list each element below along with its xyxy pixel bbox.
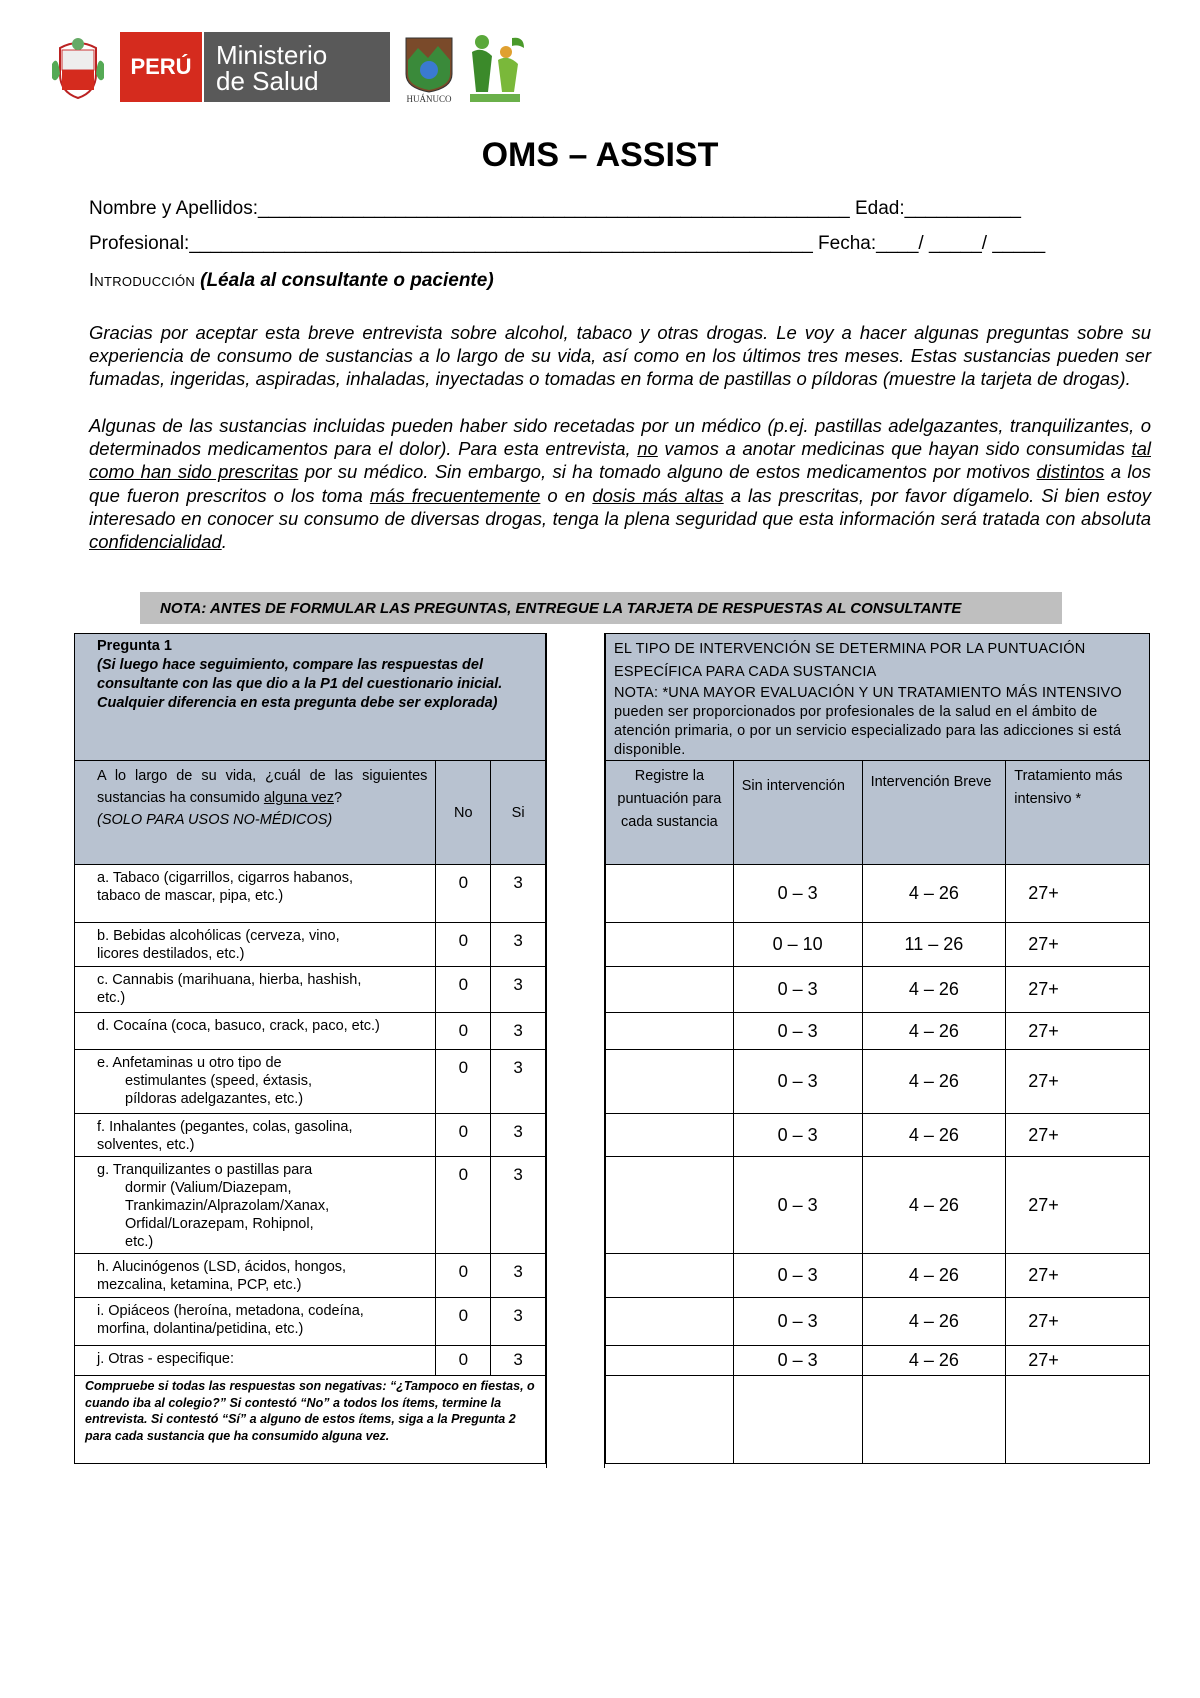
col-si-header: Si bbox=[491, 761, 546, 865]
answer-no-cell[interactable]: 0 bbox=[436, 1157, 491, 1254]
score-input-cell[interactable] bbox=[606, 865, 734, 923]
table-row: 0 – 3 4 – 26 27+ bbox=[606, 1298, 1150, 1346]
table-row: 0 – 3 4 – 26 27+ bbox=[606, 1346, 1150, 1376]
table-row: j. Otras - especifique: 0 3 bbox=[75, 1346, 546, 1376]
score-input-cell[interactable] bbox=[606, 1254, 734, 1298]
table-row: i. Opiáceos (heroína, metadona, codeína, morfina, dolantina/petidina, etc.) 0 3 bbox=[75, 1298, 546, 1346]
table-row: 0 – 3 4 – 26 27+ bbox=[606, 1157, 1150, 1254]
col-sin-intervencion: Sin intervención bbox=[733, 761, 862, 865]
answer-no-cell[interactable]: 0 bbox=[436, 1050, 491, 1114]
diresa-logo bbox=[462, 32, 528, 104]
intro-paragraph-1: Gracias por aceptar esta breve entrevista sobre alcohol, tabaco y otras drogas. Le voy a hacer algunas preguntas sobre su experiencia de consumo de sustancias a lo largo de su vida, así como en los últimos tres meses. Estas sustancias pueden ser fumadas, ingeridas, aspiradas, inhaladas, inyectadas o tomadas en forma de pastillas o píldoras (muestre la tarjeta de drogas). bbox=[89, 322, 1151, 390]
table-row: 0 – 3 4 – 26 27+ bbox=[606, 1050, 1150, 1114]
ministry-line2: de Salud bbox=[216, 66, 319, 96]
score-input-cell[interactable] bbox=[606, 1157, 734, 1254]
table-row: a. Tabaco (cigarrillos, cigarros habanos, tabaco de mascar, pipa, etc.) 0 3 bbox=[75, 865, 546, 923]
score-input-cell[interactable] bbox=[606, 1298, 734, 1346]
score-input-cell[interactable] bbox=[606, 1114, 734, 1157]
answer-no-cell[interactable]: 0 bbox=[436, 923, 491, 967]
table-row: 0 – 3 4 – 26 27+ bbox=[606, 967, 1150, 1013]
peru-logo: PERÚ bbox=[120, 32, 202, 102]
name-age-field-line[interactable]: Nombre y Apellidos:________________________________________________________ Edad:___________ bbox=[89, 198, 1021, 219]
table-row: 0 – 3 4 – 26 27+ bbox=[606, 865, 1150, 923]
intervention-header bbox=[606, 634, 1150, 761]
answer-si-cell[interactable]: 3 bbox=[491, 923, 546, 967]
score-input-cell[interactable] bbox=[606, 923, 734, 967]
regional-logo-text: HUÁNUCO bbox=[406, 94, 452, 104]
footnote: Compruebe si todas las respuestas son negativas: “¿Tampoco en fiestas, o cuando iba al colegio?” Si contestó “No” a todos los ítems, termine la entrevista. Si contestó “Sí” a alguno de estos ítems, siga a la Pregunta 2 para cada sustancia que ha consumido alguna vez. bbox=[75, 1376, 546, 1464]
table-gap-column bbox=[546, 633, 605, 1468]
table-row: 0 – 10 11 – 26 27+ bbox=[606, 923, 1150, 967]
table-row: 0 – 3 4 – 26 27+ bbox=[606, 1254, 1150, 1298]
answer-no-cell[interactable]: 0 bbox=[436, 865, 491, 923]
answer-no-cell[interactable]: 0 bbox=[436, 1254, 491, 1298]
question-1-header bbox=[75, 634, 546, 761]
nota-banner: NOTA: ANTES DE FORMULAR LAS PREGUNTAS, ENTREGUE LA TARJETA DE RESPUESTAS AL CONSULTANTE bbox=[140, 592, 1062, 624]
page-title: OMS – ASSIST bbox=[481, 136, 719, 174]
answer-si-cell[interactable]: 3 bbox=[491, 865, 546, 923]
answer-no-cell[interactable]: 0 bbox=[436, 967, 491, 1013]
table-row: d. Cocaína (coca, basuco, crack, paco, etc.) 0 3 bbox=[75, 1013, 546, 1050]
answer-si-cell[interactable]: 3 bbox=[491, 1157, 546, 1254]
table-row: h. Alucinógenos (LSD, ácidos, hongos, mezcalina, ketamina, PCP, etc.) 0 3 bbox=[75, 1254, 546, 1298]
intro-heading-label: Introducción bbox=[89, 270, 196, 290]
col-tratamiento-intensivo: Tratamiento más intensivo * bbox=[1006, 761, 1150, 865]
col-intervencion-breve: Intervención Breve bbox=[862, 761, 1006, 865]
peru-coat-of-arms-icon bbox=[52, 34, 104, 100]
answer-si-cell[interactable]: 3 bbox=[491, 1298, 546, 1346]
question-1-title: Pregunta 1 bbox=[97, 638, 172, 654]
answer-si-cell[interactable]: 3 bbox=[491, 1050, 546, 1114]
table-row bbox=[606, 1376, 1150, 1464]
answer-si-cell[interactable]: 3 bbox=[491, 1013, 546, 1050]
intro-paragraph-2: Algunas de las sustancias incluidas pueden haber sido recetadas por un médico (p.ej. pastillas adelgazantes, tranquilizantes, o determinados medicamentos para el dolor). Para esta entrevista, no vamos a anotar medicinas que hayan sido consumidas tal como han sido prescritas por su médico. Sin embargo, si ha tomado alguno de estos medicamentos por motivos distintos a los que fueron prescritos o los toma más frecuentemente o en dosis más altas a las prescritas, por favor dígamelo. Si bien estoy interesado en conocer su consumo de diversas drogas, tenga la plena seguridad que esta información será tratada con absoluta confidencialidad. bbox=[89, 415, 1152, 553]
intervention-header-title: EL TIPO DE INTERVENCIÓN SE DETERMINA POR LA PUNTUACIÓN ESPECÍFICA PARA CADA SUSTANCIA bbox=[614, 641, 1086, 680]
question-1-note: (Si luego hace seguimiento, compare las respuestas del consultante con las que dio a la P1 del cuestionario inicial. Cualquier diferencia en esta pregunta debe ser explorada) bbox=[97, 657, 503, 711]
answer-si-cell[interactable]: 3 bbox=[491, 1346, 546, 1376]
table-row: 0 – 3 4 – 26 27+ bbox=[606, 1013, 1150, 1050]
answer-si-cell[interactable]: 3 bbox=[491, 1114, 546, 1157]
ministry-line1: Ministerio bbox=[216, 40, 328, 70]
answer-no-cell[interactable]: 0 bbox=[436, 1346, 491, 1376]
question-1-table bbox=[74, 633, 546, 1464]
score-input-cell[interactable] bbox=[606, 1013, 734, 1050]
question-1-text: A lo largo de su vida, ¿cuál de las siguientes sustancias ha consumido alguna vez? (SOLO PARA USOS NO-MÉDICOS) bbox=[75, 761, 436, 865]
score-input-cell[interactable] bbox=[606, 967, 734, 1013]
table-row: b. Bebidas alcohólicas (cerveza, vino, licores destilados, etc.) 0 3 bbox=[75, 923, 546, 967]
score-input-cell[interactable] bbox=[606, 1050, 734, 1114]
answer-no-cell[interactable]: 0 bbox=[436, 1013, 491, 1050]
answer-no-cell[interactable]: 0 bbox=[436, 1114, 491, 1157]
intro-heading-note: (Léala al consultante o paciente) bbox=[200, 270, 494, 291]
intro-heading bbox=[89, 270, 494, 292]
professional-date-field-line[interactable]: Profesional:___________________________________________________________ Fecha:____/ _____/ _____ bbox=[89, 233, 1046, 254]
table-row: 0 – 3 4 – 26 27+ bbox=[606, 1114, 1150, 1157]
table-row: c. Cannabis (marihuana, hierba, hashish, etc.) 0 3 bbox=[75, 967, 546, 1013]
regional-government-logo bbox=[398, 30, 460, 104]
ministry-logo bbox=[204, 32, 390, 102]
answer-no-cell[interactable]: 0 bbox=[436, 1298, 491, 1346]
table-row: e. Anfetaminas u otro tipo de estimulantes (speed, éxtasis, píldoras adelgazantes, etc.) 0 3 bbox=[75, 1050, 546, 1114]
col-no-header: No bbox=[436, 761, 491, 865]
col-register-score: Registre la puntuación para cada sustancia bbox=[606, 761, 734, 865]
answer-si-cell[interactable]: 3 bbox=[491, 1254, 546, 1298]
table-row: g. Tranquilizantes o pastillas para dormir (Valium/Diazepam, Trankimazin/Alprazolam/Xanax, Orfidal/Lorazepam, Rohipnol, etc.) 0 3 bbox=[75, 1157, 546, 1254]
intervention-header-note: NOTA: *UNA MAYOR EVALUACIÓN Y UN TRATAMIENTO MÁS INTENSIVO pueden ser proporcionados por profesionales de la salud en el ámbito de atención primaria, o por un servicio especializado para las adicciones si está disponible. bbox=[614, 685, 1122, 758]
table-row: f. Inhalantes (pegantes, colas, gasolina, solventes, etc.) 0 3 bbox=[75, 1114, 546, 1157]
score-input-cell[interactable] bbox=[606, 1346, 734, 1376]
answer-si-cell[interactable]: 3 bbox=[491, 967, 546, 1013]
intervention-table bbox=[605, 633, 1150, 1464]
